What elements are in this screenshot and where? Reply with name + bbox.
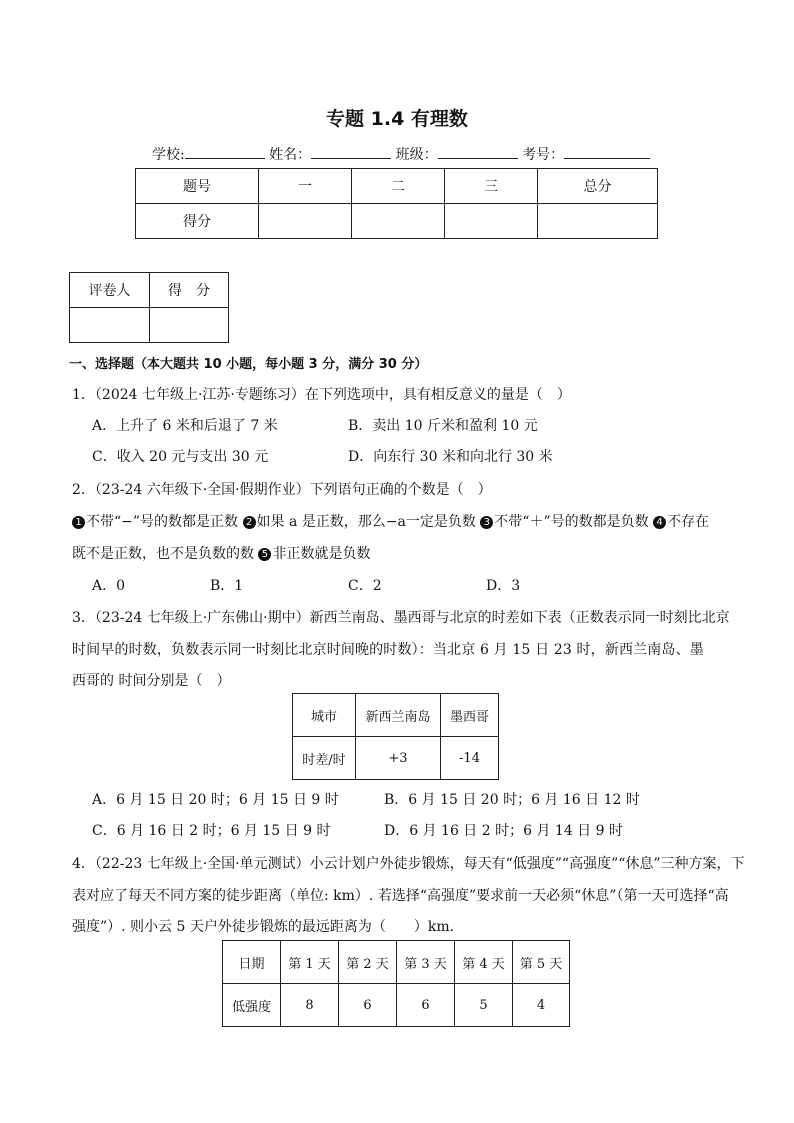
table-header-cell: 城市 <box>293 694 356 737</box>
name-blank[interactable] <box>311 144 391 159</box>
statement-2: 如果 a 是正数，那么−a一定是负数 <box>256 514 476 530</box>
score-header-cell: 总分 <box>538 169 658 204</box>
score-cell[interactable] <box>445 204 538 239</box>
table-row-label: 时差/时 <box>293 737 356 780</box>
option-d[interactable]: D．向东行 30 米和向北行 30 米 <box>348 449 553 465</box>
statement-3: 不带“＋”号的数都是负数 <box>494 514 649 530</box>
option-b[interactable]: B．6 月 15 日 20 时；6 月 16 日 12 时 <box>384 792 640 808</box>
option-a[interactable]: A．0 <box>92 578 126 594</box>
number-5-icon: 5 <box>258 548 271 561</box>
student-info-line <box>152 144 650 164</box>
grader-cell[interactable] <box>150 308 229 343</box>
class-label: 班级： <box>395 147 438 163</box>
score-cell[interactable] <box>352 204 445 239</box>
statement-1: 不带“−”号的数都是正数 <box>86 514 239 530</box>
timezone-table <box>292 693 499 780</box>
grader-header-cell: 得 分 <box>150 273 229 308</box>
statement-line <box>72 511 709 531</box>
table-cell: 6 <box>397 984 455 1027</box>
question-stem: 2．（23-24 六年级下·全国·假期作业）下列语句正确的个数是（ ） <box>72 482 492 498</box>
score-row-label: 得分 <box>136 204 259 239</box>
table-cell: 6 <box>339 984 397 1027</box>
name-label: 姓名： <box>269 147 312 163</box>
number-3-icon: 3 <box>480 516 493 529</box>
section-heading: 一、选择题（本大题共 10 小题，每小题 3 分，满分 30 分） <box>69 357 428 372</box>
table-header-cell: 第 2 天 <box>339 941 397 984</box>
score-header-cell: 二 <box>352 169 445 204</box>
option-c[interactable]: C．2 <box>348 578 382 594</box>
option-c[interactable]: C．6 月 16 日 2 时；6 月 15 日 9 时 <box>92 823 331 839</box>
grader-table <box>69 272 229 343</box>
exam-no-blank[interactable] <box>564 144 650 159</box>
page-title: 专题 1.4 有理数 <box>326 108 468 130</box>
score-header-cell: 三 <box>445 169 538 204</box>
table-header-cell: 新西兰南岛 <box>356 694 441 737</box>
statement-4: 不存在 <box>667 514 710 530</box>
table-header-cell: 第 3 天 <box>397 941 455 984</box>
question-stem: 3．（23-24 七年级上·广东佛山·期中）新西兰南岛、墨西哥与北京的时差如下表（正数表示同一时刻比北京 <box>72 610 730 626</box>
option-b[interactable]: B．卖出 10 斤米和盈利 10 元 <box>348 418 538 434</box>
school-label: 学校: <box>152 147 185 163</box>
score-cell[interactable] <box>259 204 352 239</box>
option-d[interactable]: D．6 月 16 日 2 时；6 月 14 日 9 时 <box>384 823 623 839</box>
table-cell: 8 <box>281 984 339 1027</box>
statement-4-cont: 既不是正数，也不是负数的数 <box>72 546 254 562</box>
grader-header-cell: 评卷人 <box>70 273 150 308</box>
table-row-label: 低强度 <box>223 984 281 1027</box>
option-b[interactable]: B．1 <box>210 578 244 594</box>
table-cell: 4 <box>513 984 570 1027</box>
question-stem: 表对应了每天不同方案的徒步距离（单位: km）. 若选择“高强度”要求前一天必须“休息”（第一天可选择“高 <box>72 888 729 904</box>
table-header-cell: 墨西哥 <box>441 694 499 737</box>
option-a[interactable]: A．6 月 15 日 20 时；6 月 15 日 9 时 <box>92 792 339 808</box>
table-header-cell: 第 4 天 <box>455 941 513 984</box>
table-header-cell: 第 5 天 <box>513 941 570 984</box>
option-a[interactable]: A．上升了 6 米和后退了 7 米 <box>92 418 278 434</box>
question-stem: 西哥的 时间分别是（ ） <box>72 673 231 689</box>
school-blank[interactable] <box>185 144 265 159</box>
option-c[interactable]: C．收入 20 元与支出 30 元 <box>92 449 269 465</box>
score-table <box>135 168 658 239</box>
table-cell: 5 <box>455 984 513 1027</box>
score-header-cell: 题号 <box>136 169 259 204</box>
question-stem: 时间早的时数，负数表示同一时刻比北京时间晚的时数）：当北京 6 月 15 日 23 时，新西兰南岛、墨 <box>72 642 704 658</box>
question-stem: 4．（22-23 七年级上·全国·单元测试）小云计划户外徒步锻炼，每天有“低强度”“高强度”“休息”三种方案，下 <box>72 856 745 872</box>
number-4-icon: 4 <box>653 516 666 529</box>
table-header-cell: 日期 <box>223 941 281 984</box>
number-1-icon: 1 <box>72 516 85 529</box>
number-2-icon: 2 <box>243 516 256 529</box>
statement-line <box>72 543 370 563</box>
option-d[interactable]: D．3 <box>486 578 521 594</box>
question-stem: 1．（2024 七年级上·江苏·专题练习）在下列选项中，具有相反意义的量是（ ） <box>72 387 571 403</box>
question-stem: 强度”）. 则小云 5 天户外徒步锻炼的最远距离为（ ）km． <box>72 919 464 935</box>
class-blank[interactable] <box>438 144 518 159</box>
table-header-cell: 第 1 天 <box>281 941 339 984</box>
table-cell: -14 <box>441 737 499 780</box>
table-cell: +3 <box>356 737 441 780</box>
statement-5: 非正数就是负数 <box>272 546 371 562</box>
hiking-table <box>222 940 570 1027</box>
exam-no-label: 考号： <box>522 147 565 163</box>
score-cell[interactable] <box>538 204 658 239</box>
score-header-cell: 一 <box>259 169 352 204</box>
grader-cell[interactable] <box>70 308 150 343</box>
